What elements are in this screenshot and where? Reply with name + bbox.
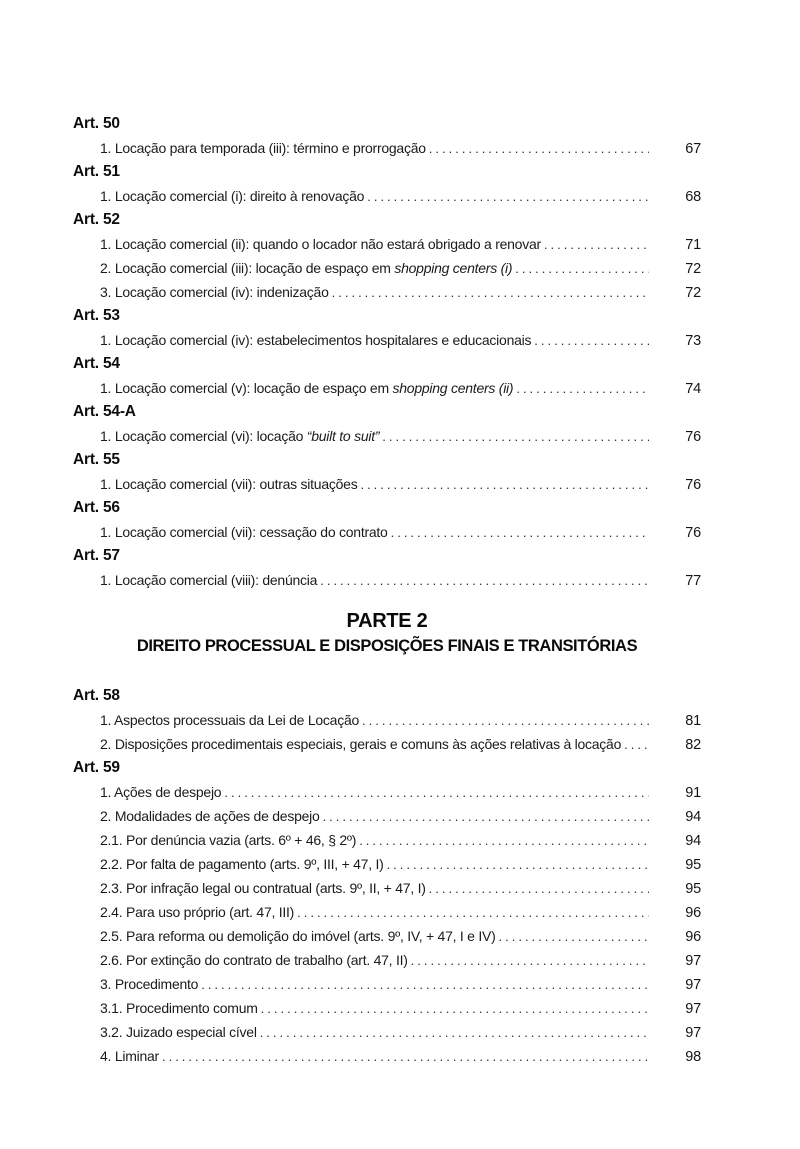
toc-entry	[73, 328, 701, 352]
article-heading: Art. 53	[73, 307, 120, 324]
toc-entry-label: 2. Locação comercial (iii): locação de espaço em shopping centers (i)	[100, 260, 513, 276]
dot-leader	[411, 948, 649, 973]
page-number: 71	[685, 237, 701, 253]
dot-leader	[367, 184, 649, 209]
toc-entry-label: 1. Locação comercial (iv): estabelecimentos hospitalares e educacionais	[100, 332, 532, 348]
page-number: 74	[685, 381, 701, 397]
toc-entry	[73, 996, 701, 1020]
toc-entry	[73, 136, 701, 160]
page-number: 95	[685, 881, 701, 897]
toc-entry-label: 1. Locação para temporada (iii): término e prorrogação	[100, 140, 426, 156]
part-title: PARTE 2	[346, 610, 428, 632]
toc-entry-label: 2.2. Por falta de pagamento (arts. 9º, III, + 47, I)	[100, 856, 384, 872]
part-heading	[73, 608, 701, 658]
dot-leader	[261, 996, 649, 1021]
page-number: 68	[685, 189, 701, 205]
dot-leader	[297, 900, 649, 925]
dot-leader	[499, 924, 650, 949]
toc-entry	[73, 948, 701, 972]
dot-leader	[429, 136, 649, 161]
dot-leader	[382, 424, 649, 449]
page-number: 81	[685, 713, 701, 729]
dot-leader	[320, 568, 649, 593]
toc-entry-label: 3.2. Juizado especial cível	[100, 1024, 257, 1040]
dot-leader	[260, 1020, 649, 1045]
page-number: 91	[685, 785, 701, 801]
toc-entry-label: 2. Modalidades de ações de despejo	[100, 808, 320, 824]
toc-entry-label: 3. Locação comercial (iv): indenização	[100, 284, 329, 300]
dot-leader	[429, 876, 649, 901]
article-heading: Art. 54-A	[73, 403, 136, 420]
toc-entry	[73, 972, 701, 996]
dot-leader	[387, 852, 649, 877]
article-heading: Art. 55	[73, 451, 120, 468]
dot-leader	[323, 804, 649, 829]
toc-entry	[73, 1020, 701, 1044]
page-number: 95	[685, 857, 701, 873]
toc-entry-label: 1. Locação comercial (vii): cessação do contrato	[100, 524, 388, 540]
toc-entry-label: 1. Ações de despejo	[100, 784, 222, 800]
page-number: 96	[685, 905, 701, 921]
toc-entry	[73, 876, 701, 900]
page-number: 67	[685, 141, 701, 157]
toc-entry-label: 1. Locação comercial (vii): outras situações	[100, 476, 358, 492]
toc-entry	[73, 852, 701, 876]
toc-entry	[73, 520, 701, 544]
page-number: 97	[685, 1025, 701, 1041]
toc-entry	[73, 424, 701, 448]
toc-entry-label: 1. Locação comercial (ii): quando o locador não estará obrigado a renovar	[100, 236, 541, 252]
toc-entry	[73, 184, 701, 208]
toc-entry	[73, 780, 701, 804]
page-number: 94	[685, 833, 701, 849]
article-heading: Art. 59	[73, 759, 120, 776]
article-heading: Art. 52	[73, 211, 120, 228]
toc-entry-label: 2.4. Para uso próprio (art. 47, III)	[100, 904, 295, 920]
dot-leader	[516, 376, 649, 401]
dot-leader	[332, 280, 649, 305]
page-number: 97	[685, 1001, 701, 1017]
page-number: 96	[685, 929, 701, 945]
dot-leader	[544, 232, 649, 257]
toc-entry-label: 1. Aspectos processuais da Lei de Locação	[100, 712, 360, 728]
dot-leader	[224, 780, 649, 805]
toc-entry	[73, 732, 701, 756]
toc-entry	[73, 256, 701, 280]
page-number: 73	[685, 333, 701, 349]
toc-entry-label: 2.1. Por denúncia vazia (arts. 6º + 46, § 2º)	[100, 832, 357, 848]
toc-entry-label: 1. Locação comercial (vi): locação “built to suit”	[100, 428, 380, 444]
page-number: 76	[685, 477, 701, 493]
page-number: 77	[685, 573, 701, 589]
article-heading: Art. 51	[73, 163, 120, 180]
page-number: 76	[685, 429, 701, 445]
toc-entry	[73, 232, 701, 256]
page-number: 97	[685, 953, 701, 969]
dot-leader	[515, 256, 649, 281]
toc-entry-label: 3.1. Procedimento comum	[100, 1000, 258, 1016]
toc-entry	[73, 472, 701, 496]
dot-leader	[201, 972, 649, 997]
page-number: 97	[685, 977, 701, 993]
page-number: 82	[685, 737, 701, 753]
toc-entry	[73, 280, 701, 304]
page-number: 72	[685, 261, 701, 277]
toc-entry-label: 2. Disposições procedimentais especiais, gerais e comuns às ações relativas à locação	[100, 736, 622, 752]
toc-entry-label: 2.6. Por extinção do contrato de trabalho (art. 47, II)	[100, 952, 408, 968]
dot-leader	[162, 1044, 649, 1069]
toc-entry	[73, 568, 701, 592]
part-subtitle: DIREITO PROCESSUAL E DISPOSIÇÕES FINAIS E TRANSITÓRIAS	[136, 637, 638, 655]
page-number: 72	[685, 285, 701, 301]
page-number: 98	[685, 1049, 701, 1065]
toc-entry-label: 1. Locação comercial (i): direito à renovação	[100, 188, 365, 204]
article-heading: Art. 57	[73, 547, 120, 564]
toc-entry	[73, 376, 701, 400]
dot-leader	[359, 828, 649, 853]
toc-entry-label: 4. Liminar	[100, 1048, 159, 1064]
article-heading: Art. 50	[73, 115, 120, 132]
toc-entry-label: 1. Locação comercial (v): locação de espaço em shopping centers (ii)	[100, 380, 514, 396]
dot-leader	[624, 732, 649, 757]
toc-entry-label: 1. Locação comercial (viii): denúncia	[100, 572, 318, 588]
dot-leader	[360, 472, 649, 497]
page-number: 94	[685, 809, 701, 825]
toc-entry	[73, 900, 701, 924]
toc-block-articles-50-57	[73, 112, 701, 592]
toc-entry	[73, 828, 701, 852]
toc-entry-label: 2.3. Por infração legal ou contratual (arts. 9º, II, + 47, I)	[100, 880, 426, 896]
toc-block-articles-58-59	[73, 684, 701, 1068]
dot-leader	[391, 520, 649, 545]
dot-leader	[362, 708, 649, 733]
toc-entry	[73, 804, 701, 828]
article-heading: Art. 54	[73, 355, 120, 372]
toc-entry-label: 2.5. Para reforma ou demolição do imóvel (arts. 9º, IV, + 47, I e IV)	[100, 928, 496, 944]
toc-entry-label: 3. Procedimento	[100, 976, 199, 992]
toc-entry	[73, 708, 701, 732]
dot-leader	[534, 328, 649, 353]
article-heading: Art. 56	[73, 499, 120, 516]
toc-entry	[73, 924, 701, 948]
toc-entry	[73, 1044, 701, 1068]
page-number: 76	[685, 525, 701, 541]
article-heading: Art. 58	[73, 687, 120, 704]
